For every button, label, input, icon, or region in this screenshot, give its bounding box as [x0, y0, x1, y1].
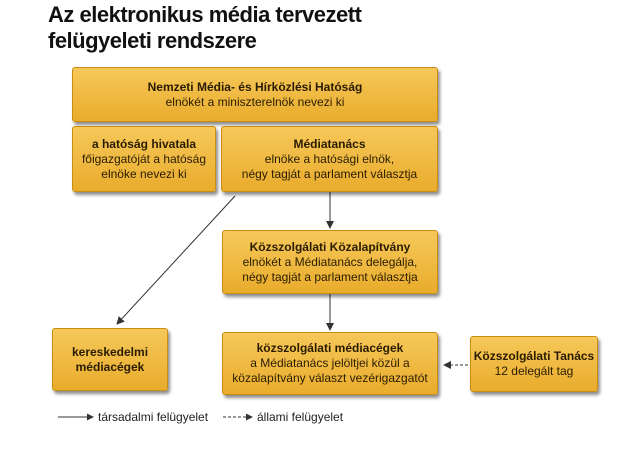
diagram-title: Az elektronikus média tervezett felügyeleti rendszere: [48, 2, 362, 53]
node-nmhh: [72, 67, 438, 122]
node-line: elnöke nevezi ki: [101, 166, 187, 181]
node-line: elnökét a miniszterelnök nevezi ki: [165, 94, 345, 109]
node-line: közalapítvány választ vezérigazgatót: [232, 371, 428, 385]
node-title: közszolgálati médiacégek: [256, 341, 404, 355]
node-line: médiacégek: [75, 359, 145, 374]
legend-solid-arrow-icon: [58, 412, 94, 422]
node-title: a hatóság hivatala: [91, 136, 197, 151]
arrow-to-kereskedelmi: [117, 196, 235, 324]
node-mediatanacs: [221, 126, 438, 192]
node-line: 12 delegált tag: [494, 364, 574, 378]
node-line: a Médiatanács jelöltjei közül a: [250, 356, 410, 370]
legend-dashed-label: állami felügyelet: [257, 410, 344, 424]
node-kozalapitvany: [222, 230, 438, 294]
node-line: főigazgatóját a hatóság: [81, 151, 207, 166]
node-line: elnökét a Médiatanács delegálja,: [242, 254, 418, 269]
node-title: Médiatanács: [293, 136, 366, 151]
node-kereskedelmi: [52, 328, 168, 391]
legend-solid: [58, 410, 208, 424]
node-title: Közszolgálati Közalapítvány: [249, 239, 411, 254]
legend-dashed: [223, 410, 343, 424]
node-title: kereskedelmi: [71, 344, 149, 359]
legend-dashed-arrow-icon: [223, 412, 253, 422]
node-line: négy tagját a parlament választja: [242, 269, 418, 284]
legend-solid-label: társadalmi felügyelet: [98, 410, 209, 424]
node-line: négy tagját a parlament választja: [241, 166, 418, 181]
node-hivatal: [72, 126, 216, 192]
node-tanacs: [470, 336, 598, 392]
node-title: Nemzeti Média- és Hírközlési Hatóság: [147, 79, 363, 94]
node-kozszolgalati: [222, 332, 438, 395]
node-title: Közszolgálati Tanács: [473, 349, 595, 363]
node-line: elnöke a hatósági elnök,: [264, 151, 395, 166]
